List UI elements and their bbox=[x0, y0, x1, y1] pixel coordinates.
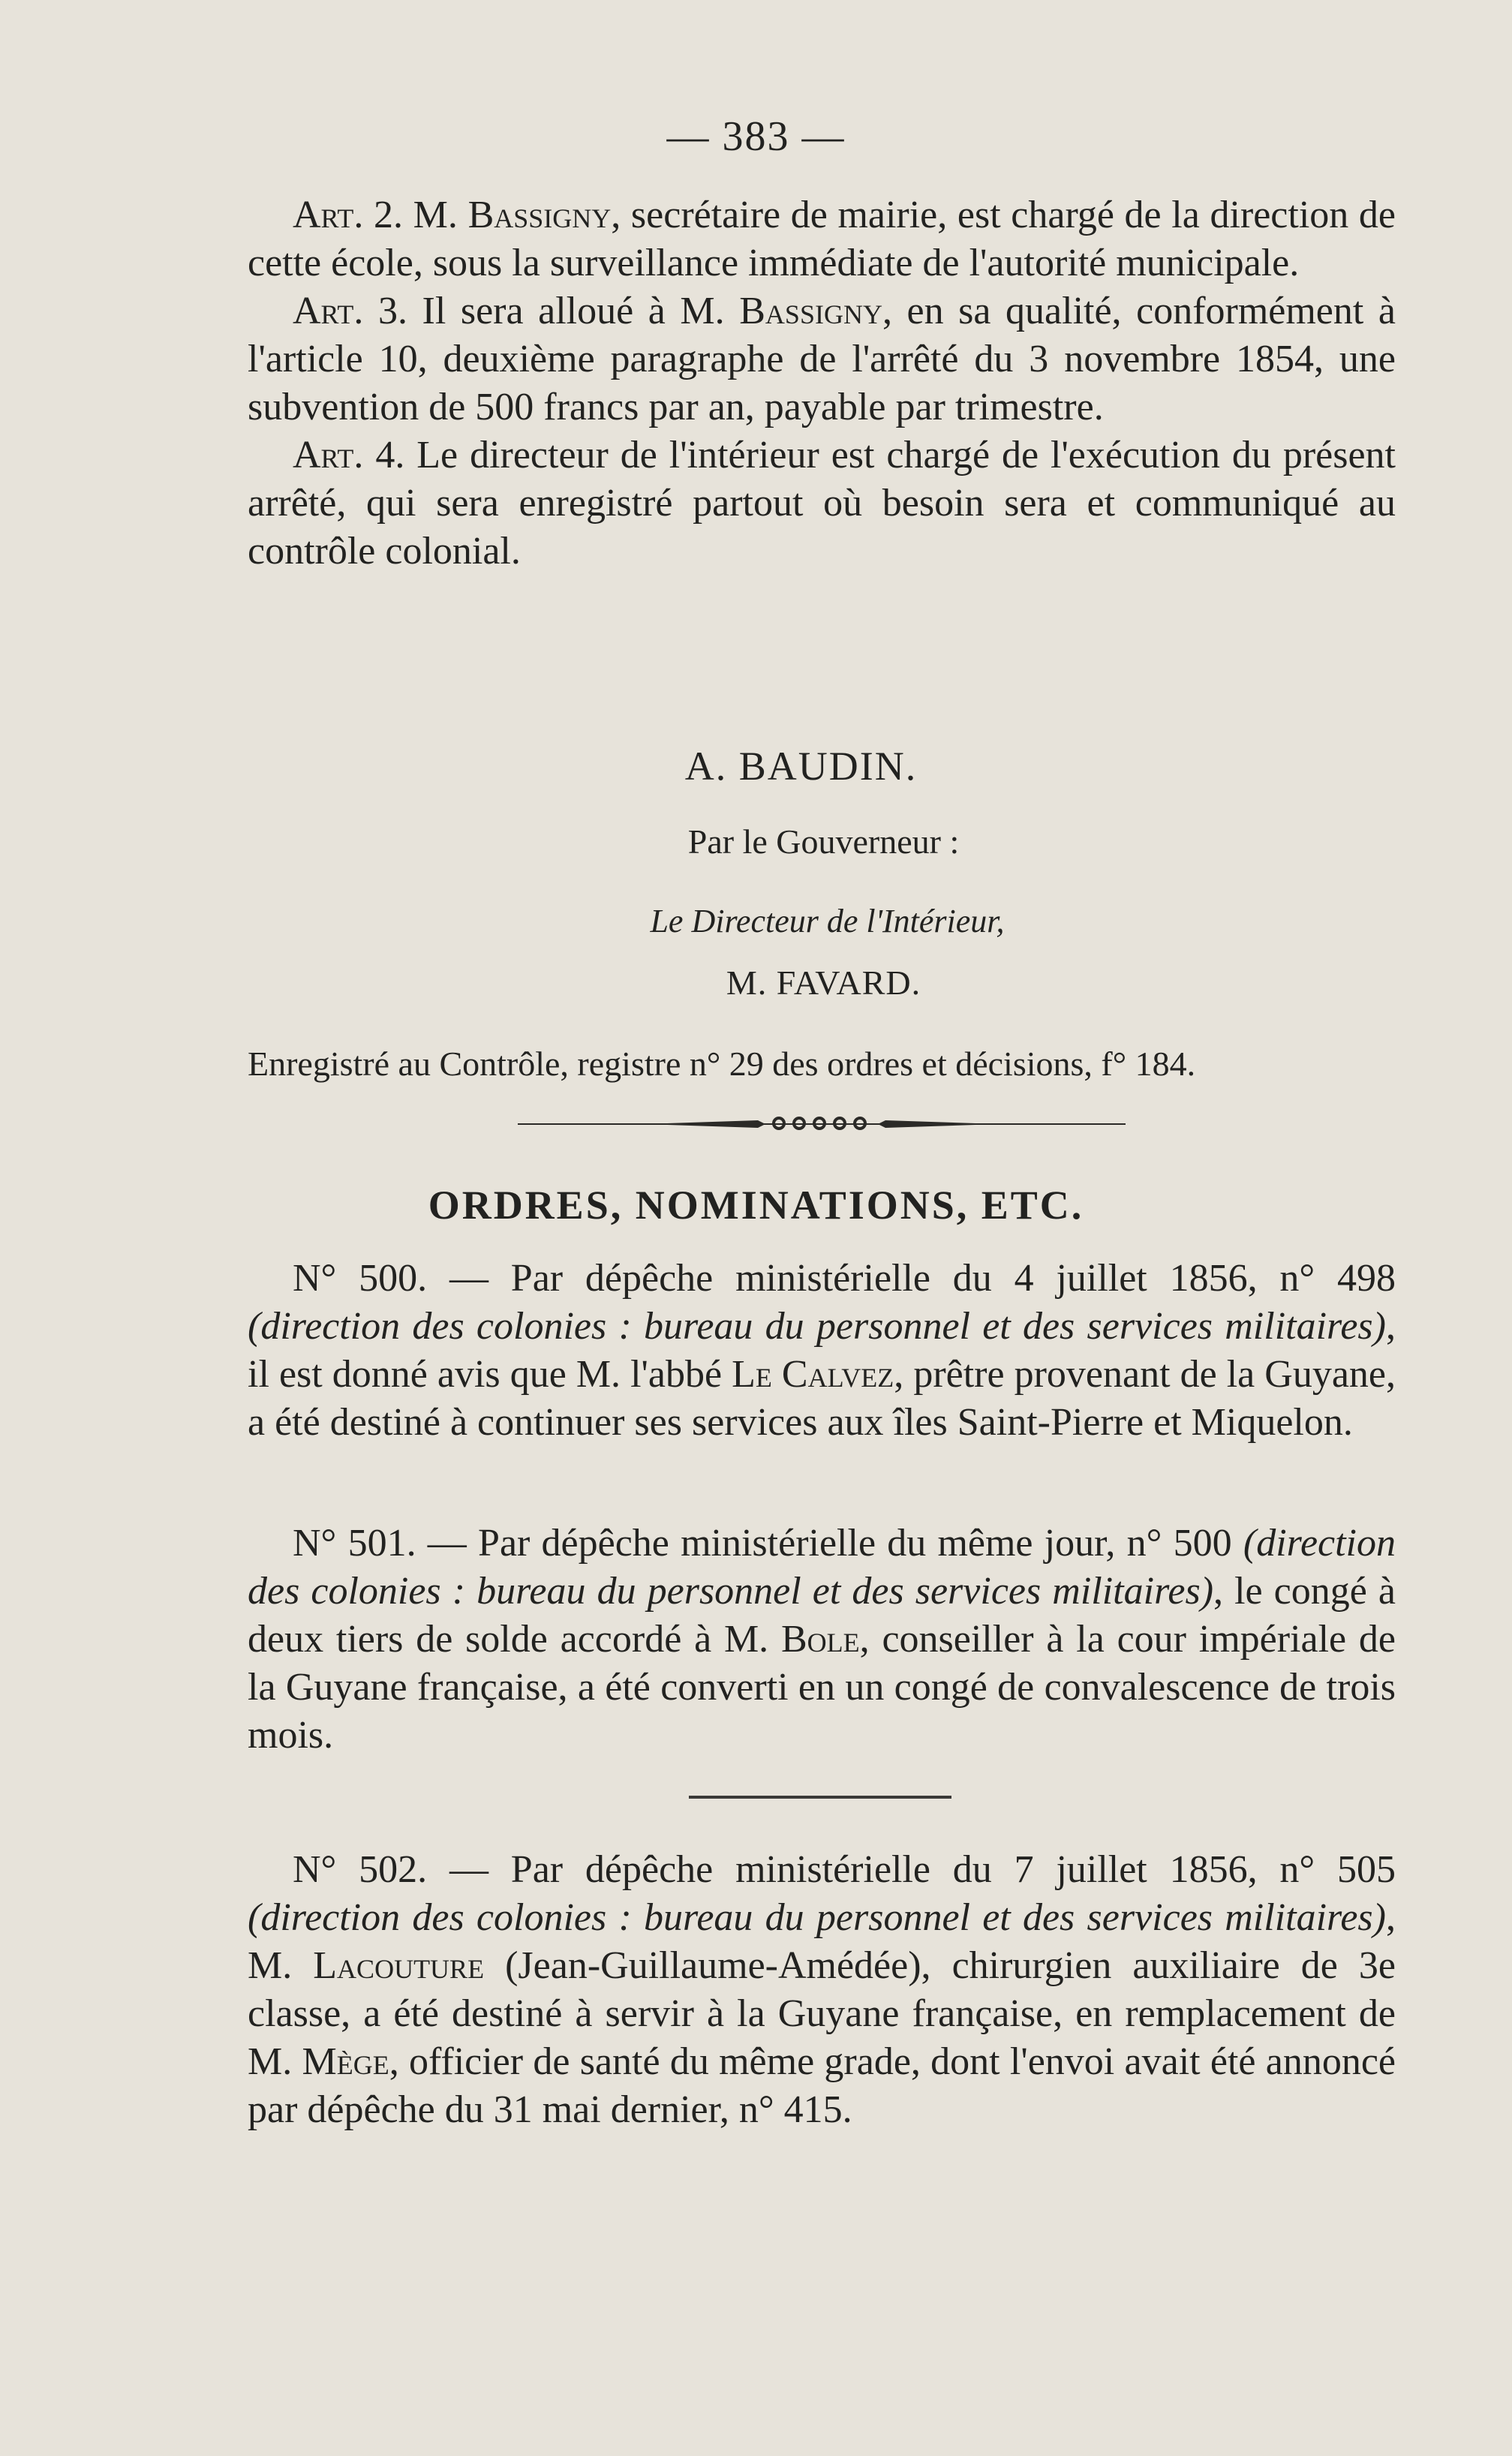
page-number: — 383 — bbox=[666, 113, 846, 160]
order-text: — Par dépêche ministérielle du 7 juillet 1856, n° 505 bbox=[427, 1848, 1396, 1891]
article-label: Art. 2. bbox=[293, 194, 404, 236]
article-label: Art. 4. bbox=[293, 434, 405, 476]
order-department: (direction des colonies : bureau du personnel et des services militaires) bbox=[248, 1305, 1386, 1348]
order-502 bbox=[248, 1846, 1396, 2134]
order-text: , prêtre provenant de la Guyane, a été destiné à continuer ses services aux îles Saint-Pierre et Miquelon. bbox=[248, 1353, 1396, 1444]
order-number: N° 501. bbox=[293, 1522, 416, 1565]
section-rule bbox=[689, 1796, 951, 1799]
order-text: — Par dépêche ministérielle du même jour, n° 500 bbox=[416, 1522, 1243, 1565]
order-text: (Jean-Guillaume-Amédée), chirurgien auxiliaire de 3e classe, a été destiné à servir à la Guyane française, en remplacement de M. bbox=[248, 1944, 1396, 2083]
registration-note: Enregistré au Contrôle, registre n° 29 des ordres et décisions, f° 184. bbox=[248, 1045, 1196, 1083]
order-text: , le congé à deux tiers de solde accordé à M. bbox=[248, 1570, 1396, 1661]
article-label: Art. 3. bbox=[293, 290, 407, 332]
article-text: , en sa qualité, conformément à l'article 10, deuxième paragraphe de l'arrêté du 3 novembre 1854, une subvention de 500 francs par an, payable par trimestre. bbox=[248, 290, 1396, 428]
order-text: , M. bbox=[248, 1896, 1396, 1987]
decree-body bbox=[248, 191, 1396, 576]
order-500 bbox=[248, 1255, 1396, 1447]
order-501 bbox=[248, 1520, 1396, 1760]
director-name: M. FAVARD. bbox=[726, 963, 921, 1002]
order-text: , officier de santé du même grade, dont l'envoi avait été annoncé par dépêche du 31 mai dernier, n° 415. bbox=[248, 2040, 1396, 2131]
article-text: , secrétaire de mairie, est chargé de la direction de cette école, sous la surveillance immédiate de l'autorité municipale. bbox=[248, 194, 1396, 284]
order-number: N° 500. bbox=[293, 1257, 428, 1300]
governor-signature: A. BAUDIN. bbox=[684, 744, 918, 789]
article-text: Le directeur de l'intérieur est chargé de l'exécution du présent arrêté, qui sera enregistré partout où besoin sera et communiqué au contrôle colonial. bbox=[248, 434, 1396, 573]
order-text: — Par dépêche ministérielle du 4 juillet 1856, n° 498 bbox=[427, 1257, 1396, 1300]
order-text: , il est donné avis que M. l'abbé bbox=[248, 1305, 1396, 1396]
article-text: Il sera alloué à M. bbox=[407, 290, 740, 332]
article-2 bbox=[248, 191, 1396, 287]
director-title: Le Directeur de l'Intérieur, bbox=[650, 903, 1005, 939]
article-text: M. bbox=[403, 194, 468, 236]
person-name: Bassigny bbox=[467, 194, 612, 236]
order-number: N° 502. bbox=[293, 1848, 428, 1891]
order-department: (direction des colonies : bureau du personnel et des services militaires) bbox=[248, 1896, 1386, 1939]
article-4 bbox=[248, 431, 1396, 576]
section-heading: ORDRES, NOMINATIONS, ETC. bbox=[428, 1183, 1084, 1228]
person-name: Mège bbox=[302, 2040, 389, 2083]
article-3 bbox=[248, 287, 1396, 431]
order-department: (direction des colonies : bureau du personnel et des services militaires) bbox=[248, 1522, 1396, 1613]
order-text: , conseiller à la cour impériale de la Guyane française, a été converti en un congé de convalescence de trois mois. bbox=[248, 1618, 1396, 1757]
person-name: Lacouture bbox=[313, 1944, 485, 1987]
person-name: Le Calvez bbox=[732, 1353, 894, 1396]
person-name: Bole bbox=[780, 1618, 860, 1661]
by-governor-line: Par le Gouverneur : bbox=[687, 822, 960, 861]
ornamental-divider bbox=[518, 1116, 1126, 1131]
person-name: Bassigny bbox=[739, 290, 882, 332]
